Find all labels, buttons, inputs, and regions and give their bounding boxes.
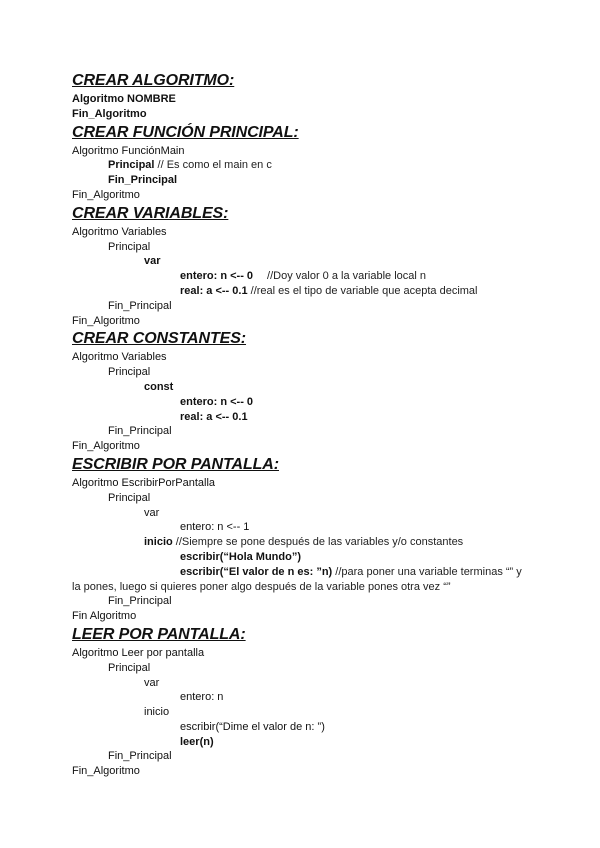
code-line: entero: n <-- 0 bbox=[180, 395, 254, 408]
statement: escribir(“El valor de n es: ”n) bbox=[180, 565, 333, 578]
code-line: real: a <-- 0.1 bbox=[180, 410, 248, 423]
code-comment: //real es el tipo de variable que acepta decimal bbox=[247, 284, 478, 297]
code-line: Principal bbox=[108, 366, 151, 379]
section-heading-crear-algoritmo: CREAR ALGORITMO: bbox=[72, 72, 235, 89]
code-line bbox=[72, 535, 532, 550]
code-line: var bbox=[144, 255, 161, 268]
code-line: escribir(“Dime el valor de n: ”) bbox=[180, 720, 325, 733]
code-line: Fin_Algoritmo bbox=[72, 188, 140, 201]
code-line: Fin_Algoritmo bbox=[72, 440, 140, 453]
code-line: entero: n <-- 1 bbox=[180, 521, 250, 534]
code-line: Fin_Principal bbox=[108, 299, 172, 312]
code-line: Algoritmo EscribirPorPantalla bbox=[72, 476, 216, 489]
code-line: inicio bbox=[144, 706, 170, 719]
code-line: Fin Algoritmo bbox=[72, 610, 137, 623]
code-line bbox=[72, 284, 532, 299]
code-comment: //Doy valor 0 a la variable local n bbox=[267, 270, 427, 283]
code-line: Algoritmo Variables bbox=[72, 351, 167, 364]
code-line: entero: n bbox=[180, 691, 224, 704]
code-line: Principal bbox=[108, 661, 151, 674]
code-line: Fin_Algoritmo bbox=[72, 765, 140, 778]
code-line: Fin_Principal bbox=[108, 750, 172, 763]
code-line bbox=[72, 269, 532, 284]
code-line: Algoritmo FunciónMain bbox=[72, 144, 185, 157]
code-line: Fin_Principal bbox=[108, 174, 178, 187]
code-line: Fin_Principal bbox=[108, 595, 172, 608]
code-comment: // Es como el main en c bbox=[154, 159, 272, 172]
declaration: entero: n <-- 0 bbox=[180, 270, 254, 283]
code-line: escribir(“Hola Mundo”) bbox=[180, 550, 302, 563]
code-line: Fin_Algoritmo bbox=[72, 107, 147, 120]
code-comment: //Siempre se pone después de las variables y/o constantes bbox=[172, 536, 464, 549]
keyword: inicio bbox=[144, 536, 173, 549]
code-line: var bbox=[144, 506, 160, 519]
code-line: Algoritmo Leer por pantalla bbox=[72, 646, 205, 659]
code-line: Principal bbox=[108, 240, 151, 253]
document-page bbox=[72, 70, 532, 779]
code-line: leer(n) bbox=[180, 735, 214, 748]
code-comment: //para poner una variable terminas “” y la pones, luego si quieres poner algo después de la variable pones otra vez “” bbox=[72, 565, 522, 593]
code-line: Principal bbox=[108, 491, 151, 504]
code-line: Fin_Principal bbox=[108, 425, 172, 438]
code-line bbox=[72, 158, 532, 173]
code-line: Fin_Algoritmo bbox=[72, 314, 140, 327]
keyword: Principal bbox=[108, 159, 155, 172]
declaration: real: a <-- 0.1 bbox=[180, 284, 248, 297]
section-heading-leer-por-pantalla: LEER POR PANTALLA: bbox=[72, 625, 246, 643]
code-line: const bbox=[144, 380, 174, 393]
section-heading-crear-funcion-principal: CREAR FUNCIÓN PRINCIPAL: bbox=[72, 123, 299, 141]
section-heading-crear-variables: CREAR VARIABLES: bbox=[72, 204, 229, 222]
section-heading-crear-constantes: CREAR CONSTANTES: bbox=[72, 330, 247, 348]
code-line: Algoritmo Variables bbox=[72, 225, 167, 238]
code-line-wrapped bbox=[72, 565, 532, 595]
section-heading-escribir-por-pantalla: ESCRIBIR POR PANTALLA: bbox=[72, 455, 279, 473]
code-line: var bbox=[144, 676, 160, 689]
code-line: Algoritmo NOMBRE bbox=[72, 93, 176, 105]
